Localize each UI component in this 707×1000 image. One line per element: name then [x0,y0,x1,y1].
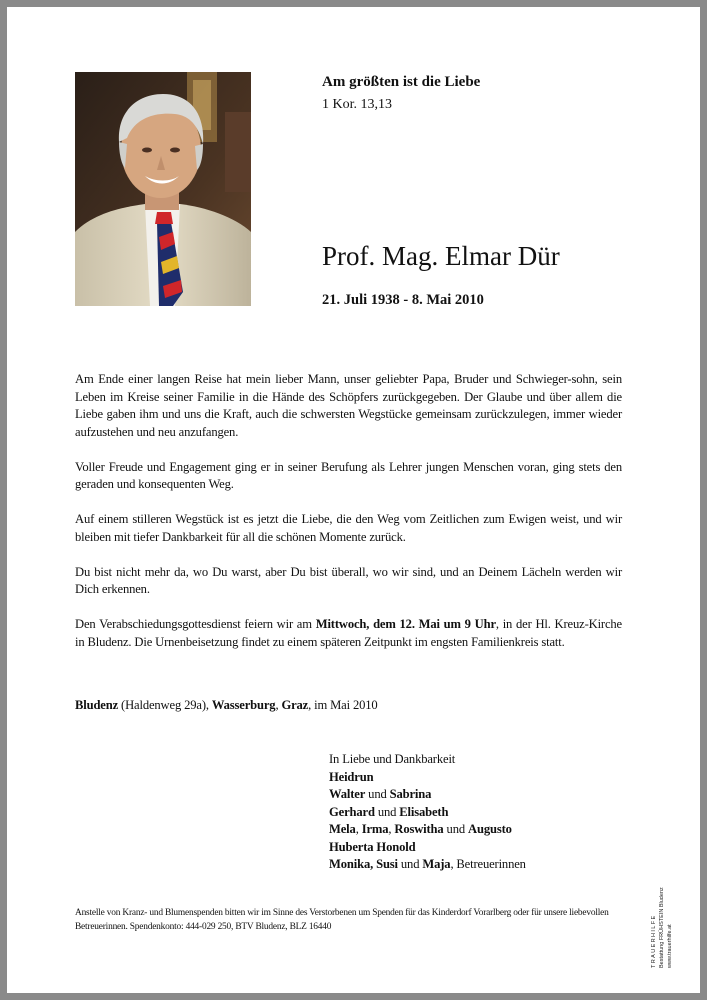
mourner-line [329,804,526,822]
paragraph-1: Am Ende einer langen Reise hat mein lieber Mann, unser geliebter Papa, Bruder und Schwieger-sohn, sein Leben im Kreise seiner Familie in die Hände des Schöpfers zurückgegeben. Der Glaube und über allem die Liebe gaben ihm und uns die Kraft, auch die schwersten Wegstücke gemeinsam zurückzulegen, immer wieder aufzustehen und neu anzufangen. [75,372,622,439]
quote-reference: 1 Kor. 13,13 [322,97,392,112]
mourner-line [329,786,526,804]
place-date-line [75,698,378,713]
place-separator: , [275,698,282,712]
donation-note: Anstelle von Kranz- und Blumenspenden bitten wir im Sinne des Verstorbenen um Spenden für das Kinderdorf Vorarlberg oder für unsere liebevollen Betreuerinnen. Spendenkonto: 444-029 250, BTV Bludenz, BLZ 16440 [75,908,609,932]
mourner-name: Maja [422,857,451,871]
mourner-name: Monika, Susi [329,857,398,871]
portrait-photo [75,72,251,306]
mourner-line [329,769,526,787]
paragraph-5 [75,616,622,651]
logo-line-1: TRAUERHILFE [651,914,657,968]
mourner-name: Heidrun [329,769,374,784]
connector: , [388,822,395,836]
mourner-line [329,821,526,839]
connector: und [374,804,400,819]
connector: und [443,822,469,836]
funeral-home-logo [651,876,677,968]
connector: , [355,822,362,836]
paragraph-2: Voller Freude und Engagement ging er in seiner Berufung als Lehrer jungen Menschen voran, ging stets den geraden und konsequenten Weg. [75,459,622,491]
mourner-name: Huberta Honold [329,839,416,854]
paragraph-4: Du bist nicht mehr da, wo Du warst, aber Du bist überall, wo wir sind, und an Deinem Lächeln werden wir Dich erkennen. [75,564,622,596]
place-city-wasserburg: Wasserburg [211,698,276,712]
service-location: , in der Hl. Kreuz-Kirche in Bludenz. Die Urnenbeisetzung findet zu einem späteren Zeitpunkt im engsten Familienkreis statt. [75,617,622,649]
quote-title: Am größten ist die Liebe [322,74,481,90]
place-city-graz: Graz [281,698,309,712]
service-date: Mittwoch, dem 12. Mai um 9 Uhr [315,617,496,631]
mourners-list [329,751,526,874]
deceased-name: Prof. Mag. Elmar Dür [322,241,560,271]
place-address: (Haldenweg 29a), [118,698,212,712]
mourner-name: Mela [329,822,356,836]
connector: und [397,857,423,871]
mourner-name: Elisabeth [399,804,449,819]
mourner-name: Roswitha [394,822,444,836]
mourner-name: Sabrina [389,787,432,801]
place-date: , im Mai 2010 [308,698,378,712]
mourner-role: , Betreuerinnen [450,857,526,871]
mourner-name: Gerhard [329,804,375,819]
service-intro: Den Verabschiedungsgottesdienst feiern wir am [75,617,316,631]
logo-line-2: Bestattung FRÜHSTEIN Bludenz [659,887,665,968]
mourner-line [329,839,526,857]
mourner-line [329,856,526,874]
place-city-bludenz: Bludenz [75,698,119,712]
life-dates: 21. Juli 1938 - 8. Mai 2010 [322,292,484,308]
mourner-name: Augusto [468,822,512,836]
mourner-name: Walter [329,787,366,801]
mourners-intro: In Liebe und Dankbarkeit [329,752,456,766]
obituary-text [75,371,622,669]
connector: und [365,787,390,801]
mourner-name: Irma [361,822,389,836]
paragraph-3: Auf einem stilleren Wegstück ist es jetzt die Liebe, die den Weg vom Zeitlichen zum Ewigen weist, und wir bleiben mit tiefer Dankbarkeit für all die schönen Momente zurück. [75,512,622,544]
logo-line-3: www.trauerhilfe.at [667,924,673,968]
